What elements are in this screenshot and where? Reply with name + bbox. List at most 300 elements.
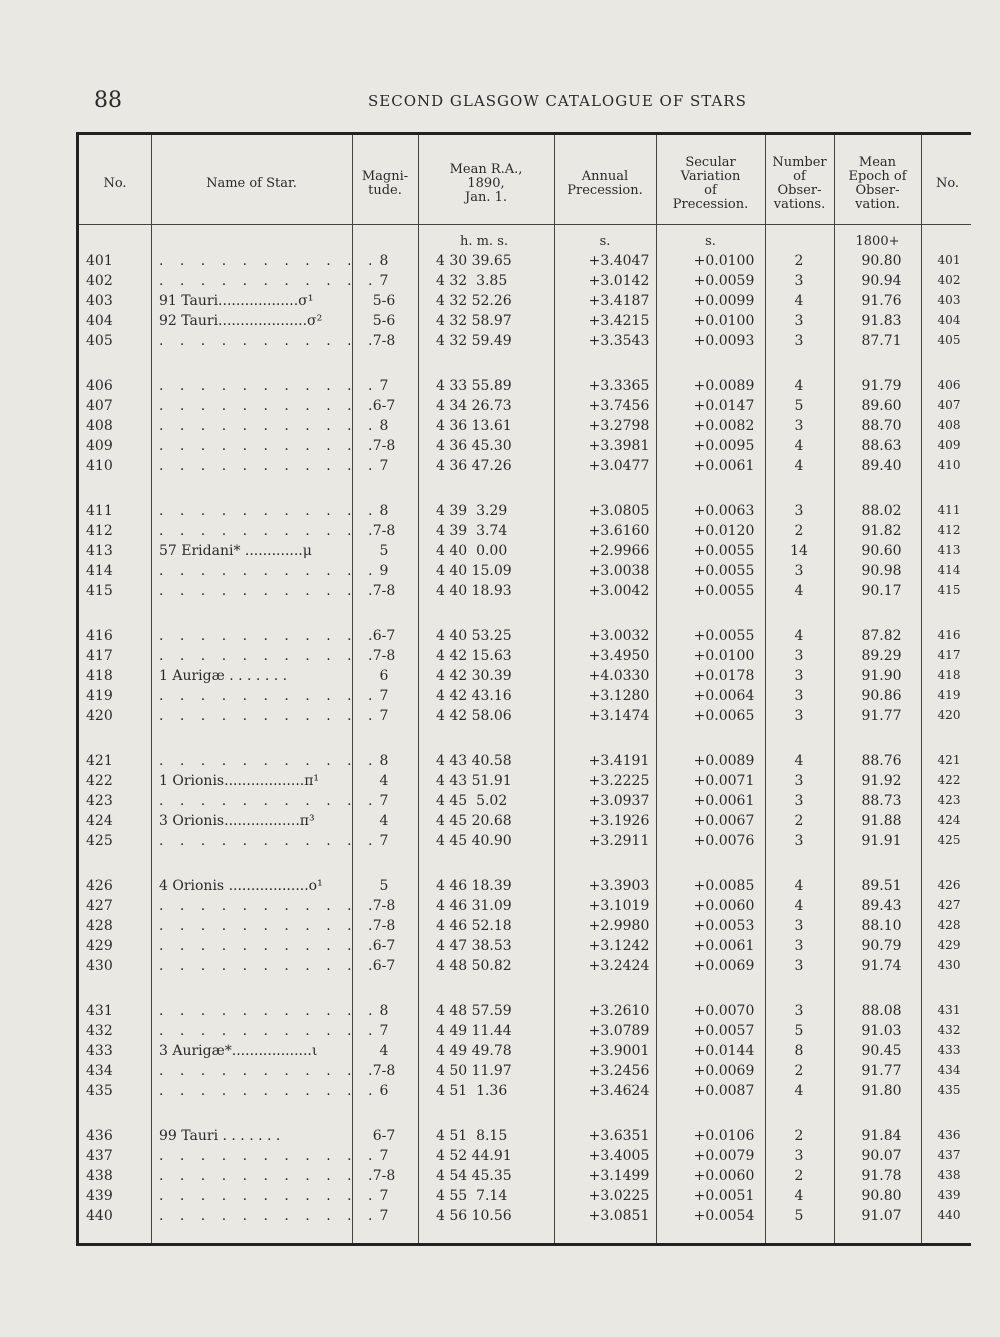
observation-count: 3 <box>794 708 804 724</box>
table-row <box>79 251 974 271</box>
table-row <box>79 456 974 476</box>
mean-ra: 4 36 47.26 <box>436 458 512 474</box>
star-name: . . . . . . . . . . . <box>159 898 379 914</box>
table-row <box>79 956 974 976</box>
row-number: 403 <box>86 293 113 309</box>
secular-variation: +0.0061 <box>693 458 755 474</box>
mean-epoch: 90.79 <box>861 938 902 954</box>
table-row <box>79 396 974 416</box>
observation-count: 2 <box>794 523 804 539</box>
row-number: 409 <box>86 438 113 454</box>
row-number: 430 <box>86 958 113 974</box>
mean-epoch: 89.51 <box>861 878 902 894</box>
annual-precession: +3.9001 <box>588 1043 650 1059</box>
magnitude: 7-8 <box>372 333 396 349</box>
secular-variation: +0.0089 <box>693 753 755 769</box>
observation-count: 4 <box>794 378 804 394</box>
row-number-right: 415 <box>937 583 961 597</box>
mean-epoch: 90.07 <box>861 1148 902 1164</box>
page-number: 88 <box>94 88 122 113</box>
row-number: 404 <box>86 313 113 329</box>
mean-epoch: 91.80 <box>861 1083 902 1099</box>
secular-variation: +0.0147 <box>693 398 755 414</box>
mean-ra: 4 40 18.93 <box>436 583 512 599</box>
table-row <box>79 1021 974 1041</box>
observation-count: 3 <box>794 273 804 289</box>
annual-precession: +3.4950 <box>588 648 650 664</box>
row-number-right: 434 <box>937 1063 961 1077</box>
row-number-right: 435 <box>937 1083 961 1097</box>
annual-precession: +3.0038 <box>588 563 650 579</box>
secular-variation: +0.0055 <box>693 563 755 579</box>
row-number-right: 419 <box>937 688 961 702</box>
secular-variation: +0.0067 <box>693 813 755 829</box>
row-number-right: 425 <box>937 833 961 847</box>
magnitude: 8 <box>379 503 389 519</box>
annual-precession: +4.0330 <box>588 668 650 684</box>
row-number: 429 <box>86 938 113 954</box>
row-number-right: 421 <box>937 753 961 767</box>
observation-count: 3 <box>794 833 804 849</box>
magnitude: 8 <box>379 418 389 434</box>
observation-count: 4 <box>794 583 804 599</box>
star-name: . . . . . . . . . . . <box>159 1148 379 1164</box>
observation-count: 5 <box>794 1023 804 1039</box>
star-name: 92 Tauri....................σ² <box>159 313 323 329</box>
secular-variation: +0.0070 <box>693 1003 755 1019</box>
table-row <box>79 916 974 936</box>
row-number: 439 <box>86 1188 113 1204</box>
observation-count: 4 <box>794 1188 804 1204</box>
header-epoch: Mean Epoch of Obser- vation. <box>848 155 907 212</box>
star-name: . . . . . . . . . . . <box>159 583 379 599</box>
mean-epoch: 87.82 <box>861 628 902 644</box>
mean-epoch: 89.29 <box>861 648 902 664</box>
mean-epoch: 88.76 <box>861 753 902 769</box>
table-row <box>79 581 974 601</box>
observation-count: 3 <box>794 688 804 704</box>
annual-precession: +3.3365 <box>588 378 650 394</box>
secular-variation: +0.0057 <box>693 1023 755 1039</box>
secular-variation: +0.0082 <box>693 418 755 434</box>
star-catalogue-table <box>76 132 971 1246</box>
mean-epoch: 88.73 <box>861 793 902 809</box>
mean-ra: 4 33 55.89 <box>436 378 512 394</box>
observation-count: 3 <box>794 313 804 329</box>
table-row <box>79 561 974 581</box>
header-annual-precession: Annual Precession. <box>567 169 643 198</box>
secular-variation: +0.0055 <box>693 628 755 644</box>
annual-precession: +3.3981 <box>588 438 650 454</box>
observation-count: 3 <box>794 958 804 974</box>
mean-ra: 4 39 3.29 <box>436 503 508 519</box>
table-row <box>79 1061 974 1081</box>
mean-ra: 4 45 5.02 <box>436 793 508 809</box>
row-number-right: 405 <box>937 333 961 347</box>
mean-ra: 4 48 57.59 <box>436 1003 512 1019</box>
table-row <box>79 1041 974 1061</box>
mean-ra: 4 32 3.85 <box>436 273 508 289</box>
mean-epoch: 90.17 <box>861 583 902 599</box>
magnitude: 7 <box>379 458 389 474</box>
table-row <box>79 896 974 916</box>
mean-ra: 4 36 13.61 <box>436 418 512 434</box>
star-name: . . . . . . . . . . . <box>159 333 379 349</box>
mean-ra: 4 32 58.97 <box>436 313 512 329</box>
secular-variation: +0.0099 <box>693 293 755 309</box>
running-head: SECOND GLASGOW CATALOGUE OF STARS <box>368 92 747 110</box>
row-number-right: 401 <box>937 253 961 267</box>
magnitude: 6-7 <box>372 628 396 644</box>
row-number-right: 404 <box>937 313 961 327</box>
mean-ra: 4 40 53.25 <box>436 628 512 644</box>
table-row <box>79 331 974 351</box>
row-number-right: 437 <box>937 1148 961 1162</box>
mean-epoch: 91.76 <box>861 293 902 309</box>
secular-variation: +0.0076 <box>693 833 755 849</box>
annual-precession: +3.4215 <box>588 313 650 329</box>
star-name: . . . . . . . . . . . <box>159 688 379 704</box>
magnitude: 4 <box>379 773 389 789</box>
row-number: 436 <box>86 1128 113 1144</box>
observation-count: 3 <box>794 503 804 519</box>
unit-ra: h. m. s. <box>459 234 509 249</box>
table-row <box>79 686 974 706</box>
secular-variation: +0.0059 <box>693 273 755 289</box>
secular-variation: +0.0053 <box>693 918 755 934</box>
star-name: . . . . . . . . . . . <box>159 1188 379 1204</box>
header-mean-ra: Mean R.A., 1890, Jan. 1. <box>449 162 523 205</box>
table-row <box>79 376 974 396</box>
star-name: . . . . . . . . . . . <box>159 1168 379 1184</box>
annual-precession: +3.4187 <box>588 293 650 309</box>
table-row <box>79 1146 974 1166</box>
magnitude: 5-6 <box>372 313 396 329</box>
star-name: . . . . . . . . . . . <box>159 628 379 644</box>
observation-count: 2 <box>794 253 804 269</box>
magnitude: 8 <box>379 753 389 769</box>
observation-count: 3 <box>794 563 804 579</box>
mean-ra: 4 42 58.06 <box>436 708 512 724</box>
mean-ra: 4 32 52.26 <box>436 293 512 309</box>
row-number-right: 403 <box>937 293 961 307</box>
mean-ra: 4 43 51.91 <box>436 773 512 789</box>
mean-epoch: 90.60 <box>861 543 902 559</box>
row-number: 405 <box>86 333 113 349</box>
star-name: . . . . . . . . . . . <box>159 458 379 474</box>
star-name: . . . . . . . . . . . <box>159 438 379 454</box>
star-name: 4 Orionis ..................o¹ <box>159 878 323 894</box>
star-name: . . . . . . . . . . . <box>159 1023 379 1039</box>
secular-variation: +0.0087 <box>693 1083 755 1099</box>
secular-variation: +0.0060 <box>693 1168 755 1184</box>
row-number-right: 431 <box>937 1003 961 1017</box>
row-number: 423 <box>86 793 113 809</box>
magnitude: 6 <box>379 1083 389 1099</box>
mean-epoch: 91.77 <box>861 708 902 724</box>
row-number: 401 <box>86 253 113 269</box>
row-number: 422 <box>86 773 113 789</box>
star-name: . . . . . . . . . . . <box>159 793 379 809</box>
mean-ra: 4 49 11.44 <box>436 1023 512 1039</box>
row-number-right: 417 <box>937 648 961 662</box>
star-name: . . . . . . . . . . . <box>159 1063 379 1079</box>
mean-epoch: 88.70 <box>861 418 902 434</box>
annual-precession: +3.1474 <box>588 708 650 724</box>
annual-precession: +3.1926 <box>588 813 650 829</box>
magnitude: 5 <box>379 543 389 559</box>
magnitude: 8 <box>379 253 389 269</box>
table-row <box>79 646 974 666</box>
observation-count: 3 <box>794 773 804 789</box>
annual-precession: +3.4191 <box>588 753 650 769</box>
secular-variation: +0.0100 <box>693 313 755 329</box>
magnitude: 6-7 <box>372 958 396 974</box>
mean-ra: 4 42 30.39 <box>436 668 512 684</box>
annual-precession: +3.0477 <box>588 458 650 474</box>
magnitude: 4 <box>379 1043 389 1059</box>
annual-precession: +3.0225 <box>588 1188 650 1204</box>
table-row <box>79 1126 974 1146</box>
magnitude: 7 <box>379 1208 389 1224</box>
annual-precession: +3.2456 <box>588 1063 650 1079</box>
row-number: 402 <box>86 273 113 289</box>
header-no-right: No. <box>935 176 960 191</box>
header-no: No. <box>103 176 127 191</box>
mean-ra: 4 51 8.15 <box>436 1128 508 1144</box>
star-name: . . . . . . . . . . . <box>159 708 379 724</box>
observation-count: 3 <box>794 418 804 434</box>
mean-ra: 4 54 45.35 <box>436 1168 512 1184</box>
magnitude: 7-8 <box>372 918 396 934</box>
mean-epoch: 91.91 <box>861 833 902 849</box>
star-name: . . . . . . . . . . . <box>159 253 379 269</box>
row-number: 432 <box>86 1023 113 1039</box>
row-number-right: 436 <box>937 1128 961 1142</box>
row-number-right: 410 <box>937 458 961 472</box>
row-number-right: 418 <box>937 668 961 682</box>
secular-variation: +0.0100 <box>693 648 755 664</box>
row-number-right: 429 <box>937 938 961 952</box>
table-row <box>79 1081 974 1101</box>
row-number: 411 <box>86 503 113 519</box>
star-name: . . . . . . . . . . . <box>159 378 379 394</box>
secular-variation: +0.0079 <box>693 1148 755 1164</box>
magnitude: 5-6 <box>372 293 396 309</box>
secular-variation: +0.0093 <box>693 333 755 349</box>
row-number-right: 416 <box>937 628 961 642</box>
table-row <box>79 791 974 811</box>
annual-precession: +3.0142 <box>588 273 650 289</box>
observation-count: 4 <box>794 1083 804 1099</box>
row-number-right: 430 <box>937 958 961 972</box>
mean-ra: 4 46 18.39 <box>436 878 512 894</box>
row-number-right: 439 <box>937 1188 961 1202</box>
row-number: 427 <box>86 898 113 914</box>
magnitude: 7 <box>379 708 389 724</box>
annual-precession: +3.0937 <box>588 793 650 809</box>
annual-precession: +3.6351 <box>588 1128 650 1144</box>
row-number: 416 <box>86 628 113 644</box>
mean-epoch: 91.88 <box>861 813 902 829</box>
star-name: 3 Orionis.................π³ <box>159 813 315 829</box>
mean-ra: 4 42 15.63 <box>436 648 512 664</box>
secular-variation: +0.0120 <box>693 523 755 539</box>
mean-ra: 4 36 45.30 <box>436 438 512 454</box>
mean-ra: 4 56 10.56 <box>436 1208 512 1224</box>
annual-precession: +3.7456 <box>588 398 650 414</box>
header-rule <box>79 224 971 225</box>
table-row <box>79 416 974 436</box>
row-number-right: 406 <box>937 378 961 392</box>
magnitude: 7-8 <box>372 583 396 599</box>
observation-count: 4 <box>794 753 804 769</box>
row-number: 417 <box>86 648 113 664</box>
star-name: 3 Aurigæ*..................ι <box>159 1043 318 1059</box>
annual-precession: +3.2911 <box>588 833 650 849</box>
secular-variation: +0.0071 <box>693 773 755 789</box>
secular-variation: +0.0106 <box>693 1128 755 1144</box>
star-name: 91 Tauri..................σ¹ <box>159 293 314 309</box>
magnitude: 7 <box>379 793 389 809</box>
mean-ra: 4 30 39.65 <box>436 253 512 269</box>
header-observations: Number of Obser- vations. <box>772 155 827 212</box>
table-row <box>79 626 974 646</box>
table-row <box>79 876 974 896</box>
mean-ra: 4 40 15.09 <box>436 563 512 579</box>
secular-variation: +0.0069 <box>693 1063 755 1079</box>
annual-precession: +3.1280 <box>588 688 650 704</box>
mean-epoch: 89.43 <box>861 898 902 914</box>
star-name: . . . . . . . . . . . <box>159 648 379 664</box>
row-number: 425 <box>86 833 113 849</box>
row-number: 428 <box>86 918 113 934</box>
mean-epoch: 90.86 <box>861 688 902 704</box>
observation-count: 5 <box>794 398 804 414</box>
table-row <box>79 706 974 726</box>
row-number-right: 426 <box>937 878 961 892</box>
secular-variation: +0.0178 <box>693 668 755 684</box>
header-secular-variation: Secular Variation of Precession. <box>672 155 749 212</box>
secular-variation: +0.0060 <box>693 898 755 914</box>
row-number: 412 <box>86 523 113 539</box>
magnitude: 7-8 <box>372 1063 396 1079</box>
unit-annual: s. <box>599 234 611 249</box>
mean-epoch: 91.82 <box>861 523 902 539</box>
row-number: 438 <box>86 1168 113 1184</box>
secular-variation: +0.0144 <box>693 1043 755 1059</box>
row-number: 414 <box>86 563 113 579</box>
row-number-right: 411 <box>937 503 961 517</box>
row-number: 433 <box>86 1043 113 1059</box>
row-number-right: 423 <box>937 793 961 807</box>
magnitude: 7-8 <box>372 1168 396 1184</box>
mean-ra: 4 34 26.73 <box>436 398 512 414</box>
mean-epoch: 89.60 <box>861 398 902 414</box>
observation-count: 3 <box>794 333 804 349</box>
magnitude: 7 <box>379 273 389 289</box>
observation-count: 8 <box>794 1043 804 1059</box>
annual-precession: +3.4047 <box>588 253 650 269</box>
mean-ra: 4 51 1.36 <box>436 1083 508 1099</box>
magnitude: 7-8 <box>372 438 396 454</box>
annual-precession: +3.6160 <box>588 523 650 539</box>
row-number: 415 <box>86 583 113 599</box>
annual-precession: +3.3903 <box>588 878 650 894</box>
mean-epoch: 90.80 <box>861 1188 902 1204</box>
row-number: 440 <box>86 1208 113 1224</box>
mean-ra: 4 52 44.91 <box>436 1148 512 1164</box>
annual-precession: +3.0851 <box>588 1208 650 1224</box>
mean-epoch: 91.78 <box>861 1168 902 1184</box>
annual-precession: +3.2610 <box>588 1003 650 1019</box>
magnitude: 6 <box>379 668 389 684</box>
star-name: . . . . . . . . . . . <box>159 418 379 434</box>
mean-epoch: 87.71 <box>861 333 902 349</box>
table-row <box>79 311 974 331</box>
row-number: 418 <box>86 668 113 684</box>
mean-ra: 4 45 40.90 <box>436 833 512 849</box>
annual-precession: +3.0032 <box>588 628 650 644</box>
star-name: 99 Tauri . . . . . . . <box>159 1128 281 1144</box>
row-number: 410 <box>86 458 113 474</box>
secular-variation: +0.0054 <box>693 1208 755 1224</box>
magnitude: 6-7 <box>372 1128 396 1144</box>
mean-ra: 4 42 43.16 <box>436 688 512 704</box>
observation-count: 3 <box>794 918 804 934</box>
star-name: . . . . . . . . . . . <box>159 563 379 579</box>
mean-ra: 4 55 7.14 <box>436 1188 508 1204</box>
annual-precession: +2.9980 <box>588 918 650 934</box>
mean-epoch: 90.80 <box>861 253 902 269</box>
secular-variation: +0.0055 <box>693 543 755 559</box>
observation-count: 4 <box>794 898 804 914</box>
observation-count: 3 <box>794 1148 804 1164</box>
mean-ra: 4 46 52.18 <box>436 918 512 934</box>
observation-count: 2 <box>794 1168 804 1184</box>
row-number: 406 <box>86 378 113 394</box>
mean-epoch: 91.77 <box>861 1063 902 1079</box>
secular-variation: +0.0061 <box>693 938 755 954</box>
row-number-right: 413 <box>937 543 961 557</box>
magnitude: 7-8 <box>372 523 396 539</box>
star-name: . . . . . . . . . . . <box>159 958 379 974</box>
row-number: 424 <box>86 813 113 829</box>
star-name: . . . . . . . . . . . <box>159 398 379 414</box>
observation-count: 2 <box>794 813 804 829</box>
annual-precession: +3.0042 <box>588 583 650 599</box>
magnitude: 6-7 <box>372 398 396 414</box>
magnitude: 7 <box>379 378 389 394</box>
annual-precession: +3.2225 <box>588 773 650 789</box>
mean-epoch: 88.10 <box>861 918 902 934</box>
row-number-right: 414 <box>937 563 961 577</box>
row-number-right: 438 <box>937 1168 961 1182</box>
secular-variation: +0.0063 <box>693 503 755 519</box>
mean-epoch: 90.98 <box>861 563 902 579</box>
row-number-right: 412 <box>937 523 961 537</box>
magnitude: 9 <box>379 563 389 579</box>
mean-epoch: 91.83 <box>861 313 902 329</box>
row-number-right: 402 <box>937 273 961 287</box>
mean-epoch: 88.63 <box>861 438 902 454</box>
magnitude: 7 <box>379 1188 389 1204</box>
table-row <box>79 1206 974 1226</box>
observation-count: 3 <box>794 648 804 664</box>
row-number-right: 407 <box>937 398 961 412</box>
table-row <box>79 751 974 771</box>
row-number-right: 427 <box>937 898 961 912</box>
